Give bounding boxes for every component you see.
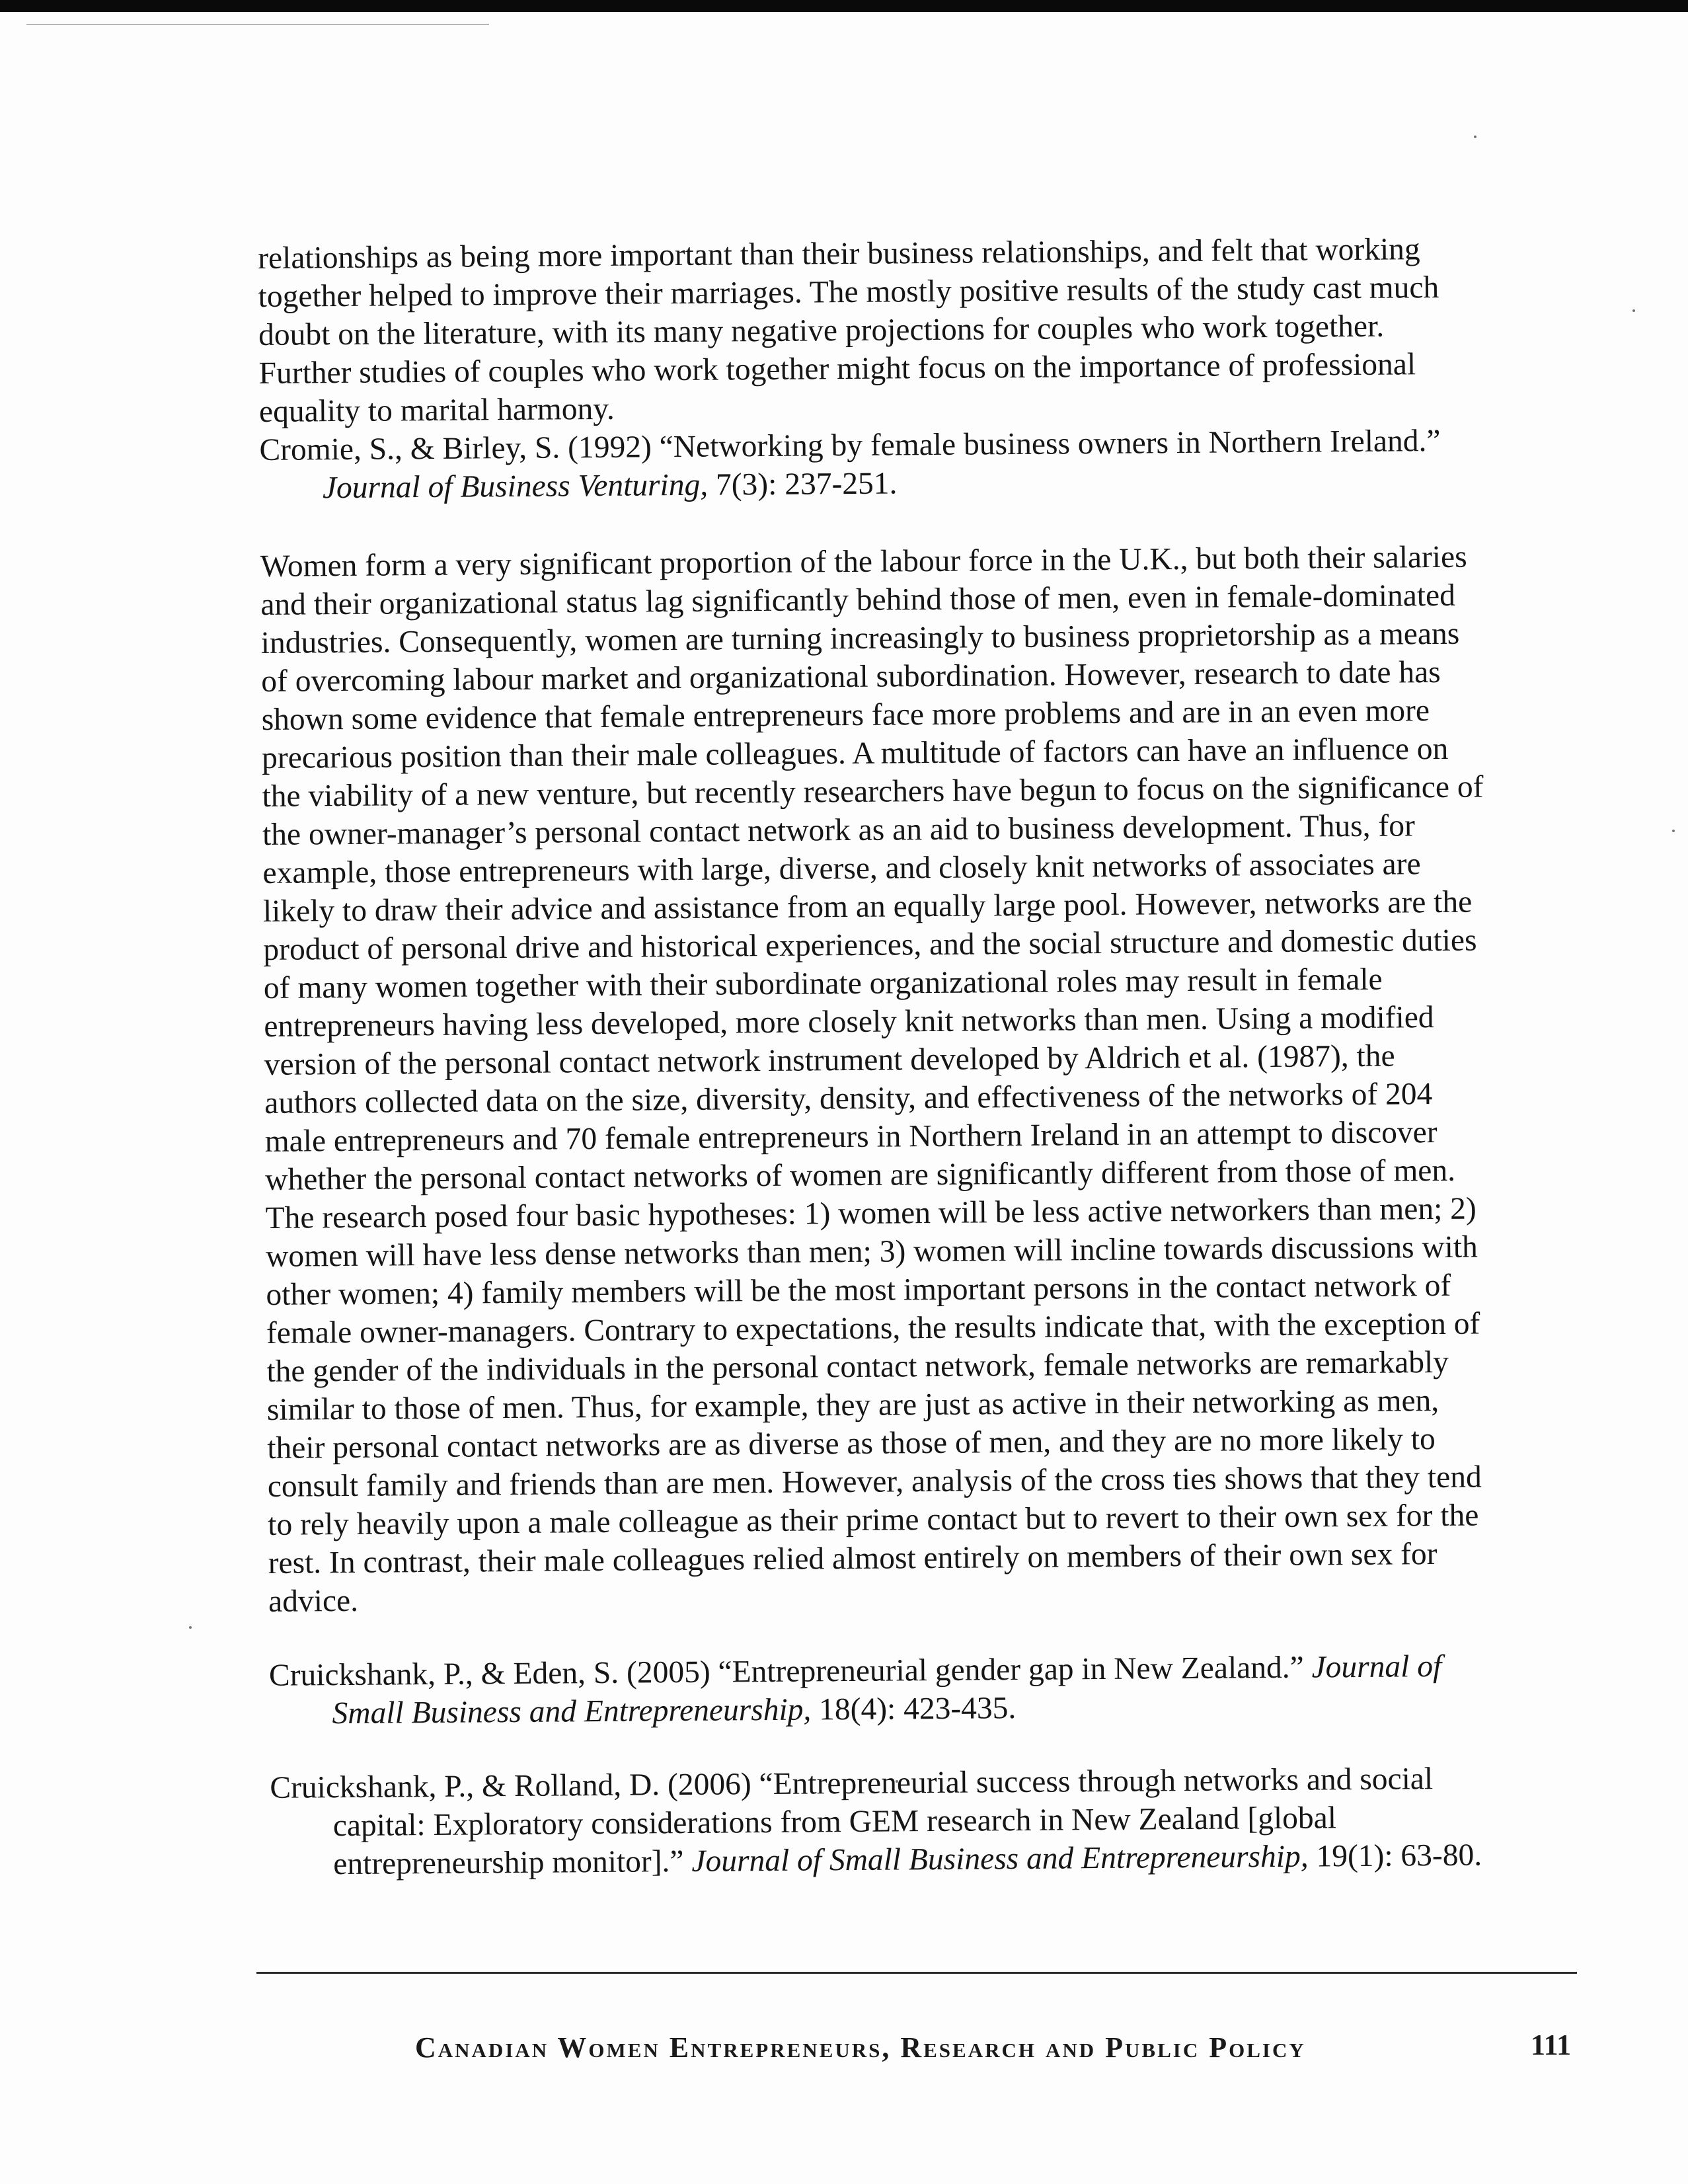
- reference-cruickshank-rolland: [270, 1758, 1586, 1884]
- text-line: example, those entrepreneurs with large, diverse, and closely knit networks of associates are: [262, 847, 1421, 890]
- text-line: consult family and friends than are men. However, analysis of the cross ties shows that they tend: [267, 1460, 1482, 1504]
- journal-title: Small Business and Entrepreneurship,: [332, 1692, 812, 1731]
- reference-citation: Cruickshank, P., & Rolland, D. (2006) “Entrepreneurial success through networks and social: [270, 1762, 1434, 1805]
- scan-speck: [189, 1626, 192, 1629]
- text-line: shown some evidence that female entrepreneurs face more problems and are in an even more: [261, 693, 1430, 737]
- reference-citation: Cromie, S., & Birley, S. (1992) “Networking by female business owners in Northern Ireland.”: [259, 423, 1441, 467]
- text-line: equality to marital harmony.: [258, 391, 615, 429]
- reference-citation-cont: capital: Exploratory considerations from GEM research in New Zealand [global: [332, 1801, 1337, 1844]
- text-line: advice.: [268, 1583, 359, 1619]
- continued-abstract: [258, 229, 1574, 431]
- page-number: 111: [1531, 2029, 1572, 2061]
- reference-cruickshank-eden: [269, 1646, 1585, 1733]
- page-body: [258, 229, 1586, 1884]
- journal-details: 18(4): 423-435.: [811, 1691, 1017, 1727]
- text-line: and their organizational status lag significantly behind those of men, even in female-dominated: [260, 578, 1456, 622]
- abstract-cromie-birley: [260, 537, 1584, 1621]
- text-line: female owner-managers. Contrary to expectations, the results indicate that, with the exception of: [266, 1306, 1480, 1350]
- running-footer-title: Canadian Women Entrepreneurs, Research and Public Policy: [415, 2031, 1306, 2064]
- text-line: doubt on the literature, with its many negative projections for couples who work together.: [258, 309, 1385, 352]
- text-line: relationships as being more important than their business relationships, and felt that working: [258, 232, 1420, 276]
- text-line: version of the personal contact network instrument developed by Aldrich et al. (1987), the: [264, 1038, 1395, 1082]
- text-line: whether the personal contact networks of women are significantly different from those of men.: [264, 1153, 1456, 1197]
- text-line: likely to draw their advice and assistance from an equally large pool. However, networks are the: [262, 884, 1473, 929]
- journal-title: Journal of: [1311, 1649, 1442, 1685]
- text-line: women will have less dense networks than men; 3) women will incline towards discussions with: [265, 1229, 1478, 1274]
- text-line: Further studies of couples who work together might focus on the importance of professional: [258, 347, 1416, 391]
- text-line: the owner-manager’s personal contact network as an aid to business development. Thus, for: [262, 808, 1415, 852]
- text-line: together helped to improve their marriages. The mostly positive results of the study cast much: [258, 270, 1439, 314]
- reference-cromie-birley: [259, 420, 1575, 508]
- scan-speck: [1632, 309, 1635, 312]
- text-line: their personal contact networks are as diverse as those of men, and they are no more likely to: [267, 1422, 1436, 1465]
- text-line: industries. Consequently, women are turning increasingly to business proprietorship as a means: [260, 616, 1460, 660]
- text-line: product of personal drive and historical experiences, and the social structure and domestic duties: [263, 923, 1477, 967]
- scan-edge-shadow: [0, 0, 1688, 12]
- journal-title: Journal of Small Business and Entrepreneurship,: [691, 1839, 1309, 1879]
- text-line: authors collected data on the size, diversity, density, and effectiveness of the networks of 204: [264, 1077, 1433, 1120]
- text-line: The research posed four basic hypotheses: 1) women will be less active networkers than men; 2): [265, 1191, 1477, 1235]
- text-line: Women form a very significant proportion of the labour force in the U.K., but both their salaries: [260, 539, 1467, 584]
- citation-text: entrepreneurship monitor].”: [333, 1844, 692, 1882]
- scan-speck: [1672, 830, 1675, 832]
- text-line: the viability of a new venture, but recently researchers have begun to focus on the significance of: [262, 769, 1484, 814]
- scan-artifact-line: [26, 24, 489, 25]
- citation-text: Cruickshank, P., & Eden, S. (2005) “Entrepreneurial gender gap in New Zealand.”: [268, 1650, 1312, 1693]
- text-line: precarious position than their male colleagues. A multitude of factors can have an influence on: [261, 731, 1449, 775]
- text-line: male entrepreneurs and 70 female entrepreneurs in Northern Ireland in an attempt to discover: [264, 1115, 1438, 1159]
- text-line: of many women together with their subordinate organizational roles may result in female: [263, 962, 1383, 1005]
- text-line: entrepreneurs having less developed, more closely knit networks than men. Using a modified: [264, 1000, 1434, 1044]
- journal-details: 7(3): 237-251.: [707, 466, 898, 502]
- journal-title: Journal of Business Venturing,: [322, 467, 709, 506]
- text-line: other women; 4) family members will be the most important persons in the contact network of: [266, 1268, 1451, 1312]
- scan-speck: [1474, 136, 1477, 138]
- text-line: the gender of the individuals in the personal contact network, female networks are remarkably: [266, 1345, 1449, 1389]
- footer-divider: [256, 1972, 1577, 1974]
- text-line: rest. In contrast, their male colleagues relied almost entirely on members of their own sex for: [268, 1537, 1438, 1580]
- text-line: of overcoming labour market and organizational subordination. However, research to date has: [261, 654, 1441, 699]
- text-line: to rely heavily upon a male colleague as their prime contact but to revert to their own sex for the: [268, 1498, 1479, 1542]
- text-line: similar to those of men. Thus, for example, they are just as active in their networking as men,: [266, 1384, 1439, 1427]
- journal-details: 19(1): 63-80.: [1308, 1838, 1482, 1874]
